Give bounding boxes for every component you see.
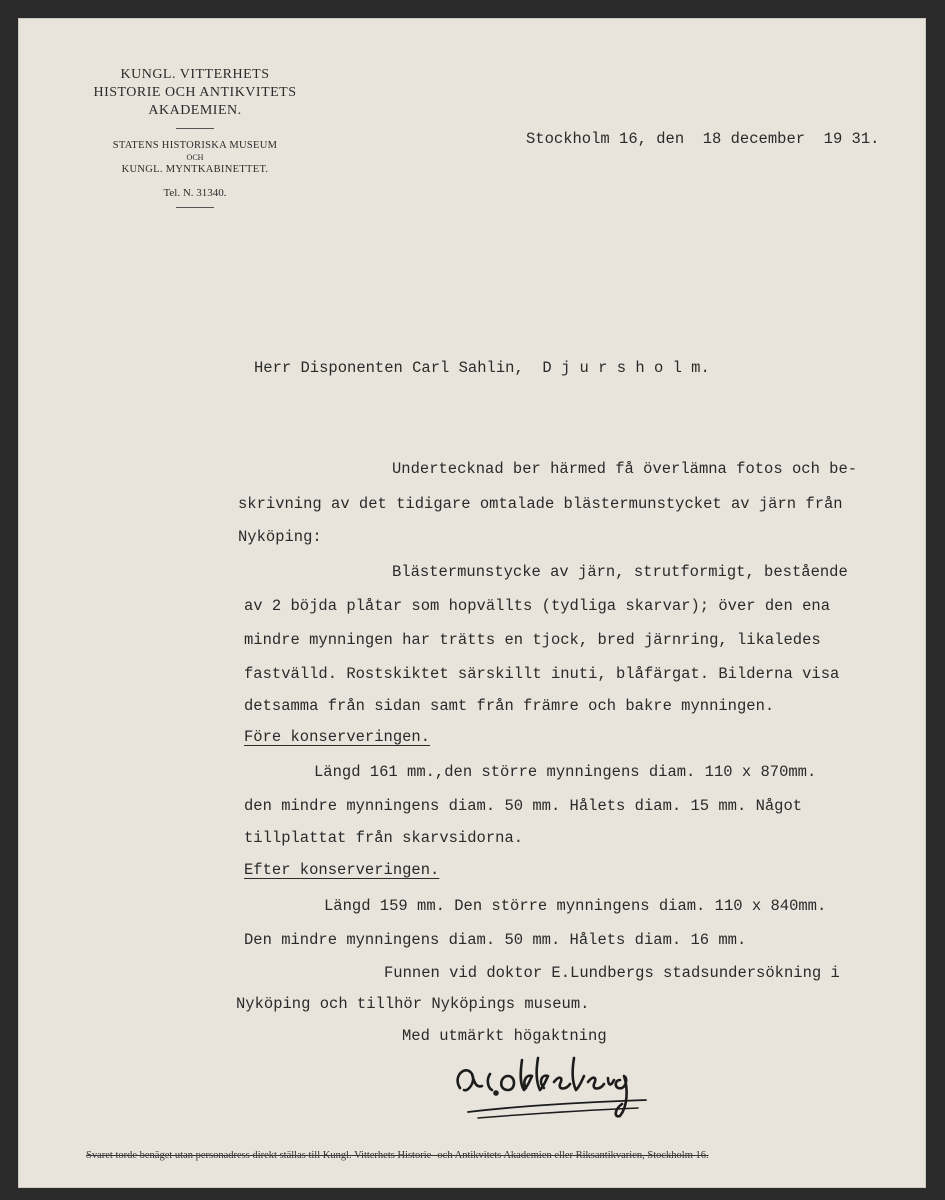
- letterhead-museum: STATENS HISTORISKA MUSEUM: [112, 140, 278, 151]
- body-line: av 2 böjda plåtar som hopvällts (tydliga skarvar); över den ena: [244, 597, 830, 615]
- letterhead-telephone: Tel. N. 31340.: [163, 187, 227, 199]
- body-line: fastvälld. Rostskiktet särskillt inuti, blåfärgat. Bilderna visa: [244, 665, 840, 683]
- section-heading-before: Före konserveringen.: [244, 728, 431, 746]
- body-line: Längd 159 mm. Den större mynningens diam. 110 x 840mm.: [324, 897, 827, 915]
- body-line: mindre mynningen har trätts en tjock, bred järnring, likaledes: [244, 631, 821, 649]
- body-line: detsamma från sidan samt från främre och bakre mynningen.: [244, 697, 775, 715]
- section-heading-after: Efter konserveringen.: [244, 861, 440, 879]
- letterhead-divider-2: [176, 207, 214, 208]
- handwritten-signature: [438, 1046, 678, 1126]
- letter-page: [18, 18, 926, 1188]
- letterhead-line-1: KUNGL. VITTERHETS: [120, 67, 270, 82]
- letterhead-cabinet: KUNGL. MYNTKABINETTET.: [121, 164, 269, 175]
- body-line: Nyköping:: [238, 528, 322, 546]
- dateline: Stockholm 16, den 18 december 19 31.: [526, 130, 880, 148]
- body-line: Funnen vid doktor E.Lundbergs stadsundersökning i: [384, 964, 840, 982]
- body-line: tillplattat från skarvsidorna.: [244, 829, 524, 847]
- body-line: Undertecknad ber härmed få överlämna fotos och be-: [392, 460, 858, 478]
- letterhead-line-2: HISTORIE OCH ANTIKVITETS: [93, 85, 297, 100]
- letterhead-line-3: AKADEMIEN.: [148, 103, 242, 118]
- recipient-line: Herr Disponenten Carl Sahlin, D j u r s h o l m.: [254, 359, 710, 377]
- closing-line: Med utmärkt högaktning: [402, 1027, 607, 1045]
- body-line: Nyköping och tillhör Nyköpings museum.: [236, 995, 590, 1013]
- body-line: skrivning av det tidigare omtalade blästermunstycket av järn från: [238, 495, 843, 513]
- body-line: Den mindre mynningens diam. 50 mm. Hålets diam. 16 mm.: [244, 931, 747, 949]
- body-line: Blästermunstycke av järn, strutformigt, bestående: [392, 563, 848, 581]
- body-line: den mindre mynningens diam. 50 mm. Hålets diam. 15 mm. Något: [244, 797, 803, 815]
- letterhead: [80, 66, 310, 208]
- footer-note: Svaret torde benäget utan personadress direkt ställas till Kungl. Vitterhets Historie- och Antikvitets Akademien eller Riksantikvarien, Stockholm 16.: [86, 1150, 709, 1161]
- body-line: Längd 161 mm.,den större mynningens diam. 110 x 870mm.: [314, 763, 817, 781]
- letterhead-divider: [176, 128, 214, 129]
- letterhead-och: OCH: [186, 153, 204, 162]
